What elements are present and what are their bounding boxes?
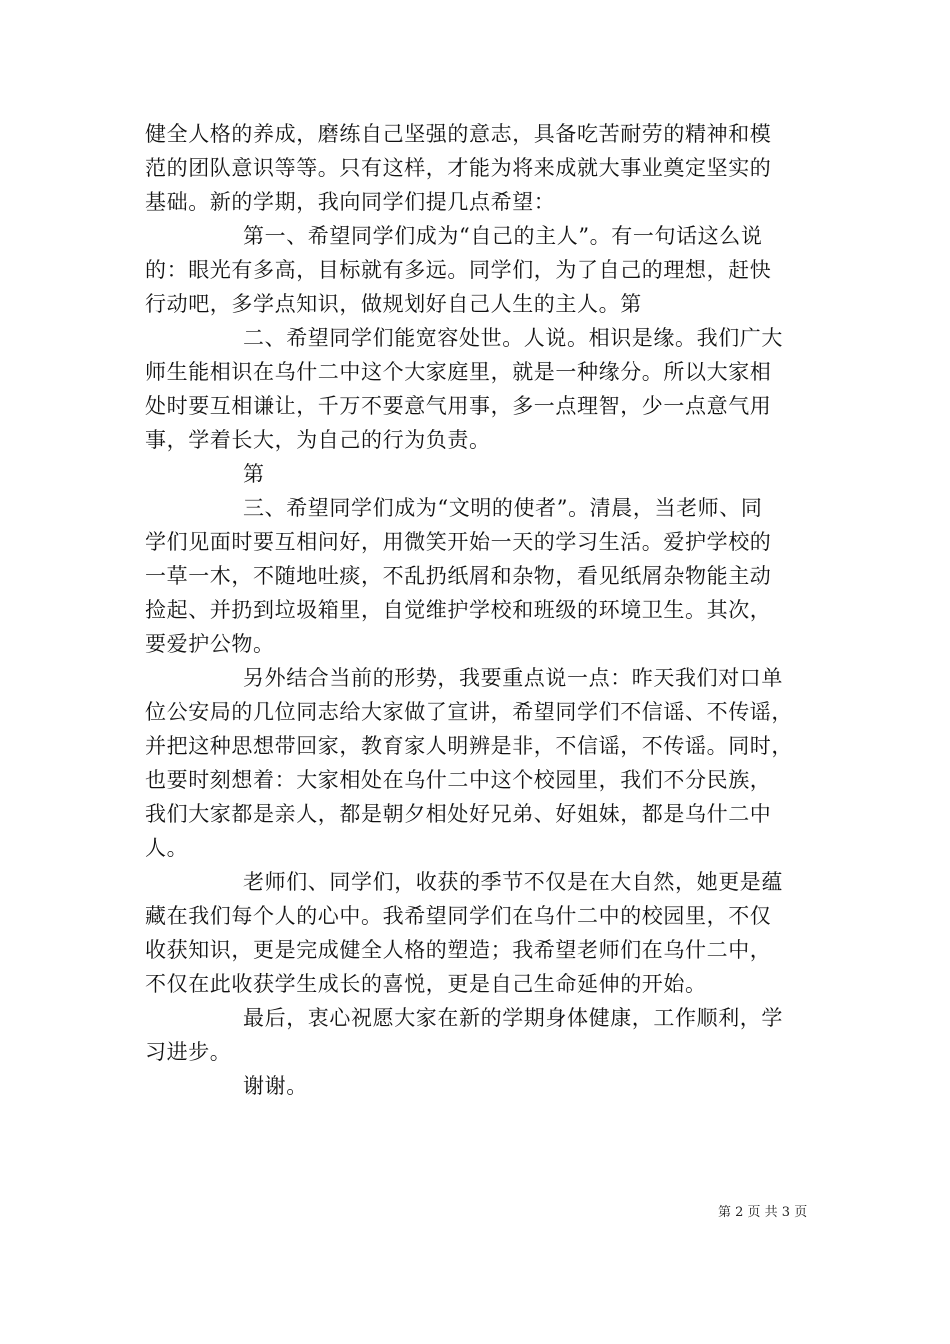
text-line: 三、希望同学们成为“文明的使者”。清晨，当老师、同 bbox=[243, 496, 763, 520]
text-line: 也要时刻想着：大家相处在乌什二中这个校园里，我们不分民族， bbox=[145, 768, 772, 792]
text-line: 谢谢。 bbox=[243, 1074, 308, 1098]
text-line: 一草一木，不随地吐痰，不乱扔纸屑和杂物，看见纸屑杂物能主动 bbox=[145, 564, 772, 588]
text-line: 老师们、同学们，收获的季节不仅是在大自然，她更是蕴 bbox=[243, 870, 783, 894]
text-line: 要爱护公物。 bbox=[145, 632, 275, 656]
text-line: 基础。新的学期，我向同学们提几点希望： bbox=[145, 190, 556, 214]
text-line: 人。 bbox=[145, 836, 189, 860]
text-line: 的：眼光有多高，目标就有多远。同学们，为了自己的理想，赶快 bbox=[145, 258, 772, 282]
text-line: 行动吧，多学点知识，做规划好自己人生的主人。第 bbox=[145, 292, 642, 316]
text-line: 第 bbox=[243, 462, 265, 486]
text-line: 二、希望同学们能宽容处世。人说。相识是缘。我们广大 bbox=[243, 326, 783, 350]
text-line: 位公安局的几位同志给大家做了宣讲，希望同学们不信谣、不传谣， bbox=[145, 700, 793, 724]
text-line: 收获知识，更是完成健全人格的塑造；我希望老师们在乌什二中， bbox=[145, 938, 772, 962]
text-line: 习进步。 bbox=[145, 1040, 232, 1064]
text-line: 师生能相识在乌什二中这个大家庭里，就是一种缘分。所以大家相 bbox=[145, 360, 772, 384]
text-line: 我们大家都是亲人，都是朝夕相处好兄弟、好姐妹，都是乌什二中 bbox=[145, 802, 772, 826]
text-line: 藏在我们每个人的心中。我希望同学们在乌什二中的校园里，不仅 bbox=[145, 904, 772, 928]
text-line: 处时要互相谦让，千万不要意气用事，多一点理智，少一点意气用 bbox=[145, 394, 772, 418]
text-line: 最后，衷心祝愿大家在新的学期身体健康，工作顺利，学 bbox=[243, 1006, 783, 1030]
text-line: 捡起、并扔到垃圾箱里，自觉维护学校和班级的环境卫生。其次， bbox=[145, 598, 772, 622]
text-line: 范的团队意识等等。只有这样，才能为将来成就大事业奠定坚实的 bbox=[145, 156, 772, 180]
text-line: 事，学着长大，为自己的行为负责。 bbox=[145, 428, 491, 452]
text-line: 学们见面时要互相问好，用微笑开始一天的学习生活。爱护学校的 bbox=[145, 530, 772, 554]
text-line: 并把这种思想带回家，教育家人明辨是非，不信谣，不传谣。同时， bbox=[145, 734, 793, 758]
text-line: 健全人格的养成，磨练自己坚强的意志，具备吃苦耐劳的精神和模 bbox=[145, 122, 772, 146]
page-number: 第 2 页 共 3 页 bbox=[718, 1205, 808, 1220]
text-line: 另外结合当前的形势，我要重点说一点：昨天我们对口单 bbox=[243, 666, 783, 690]
text-line: 第一、希望同学们成为“自己的主人”。有一句话这么说 bbox=[243, 224, 763, 248]
document-body bbox=[145, 117, 810, 1103]
text-line: 不仅在此收获学生成长的喜悦，更是自己生命延伸的开始。 bbox=[145, 972, 707, 996]
